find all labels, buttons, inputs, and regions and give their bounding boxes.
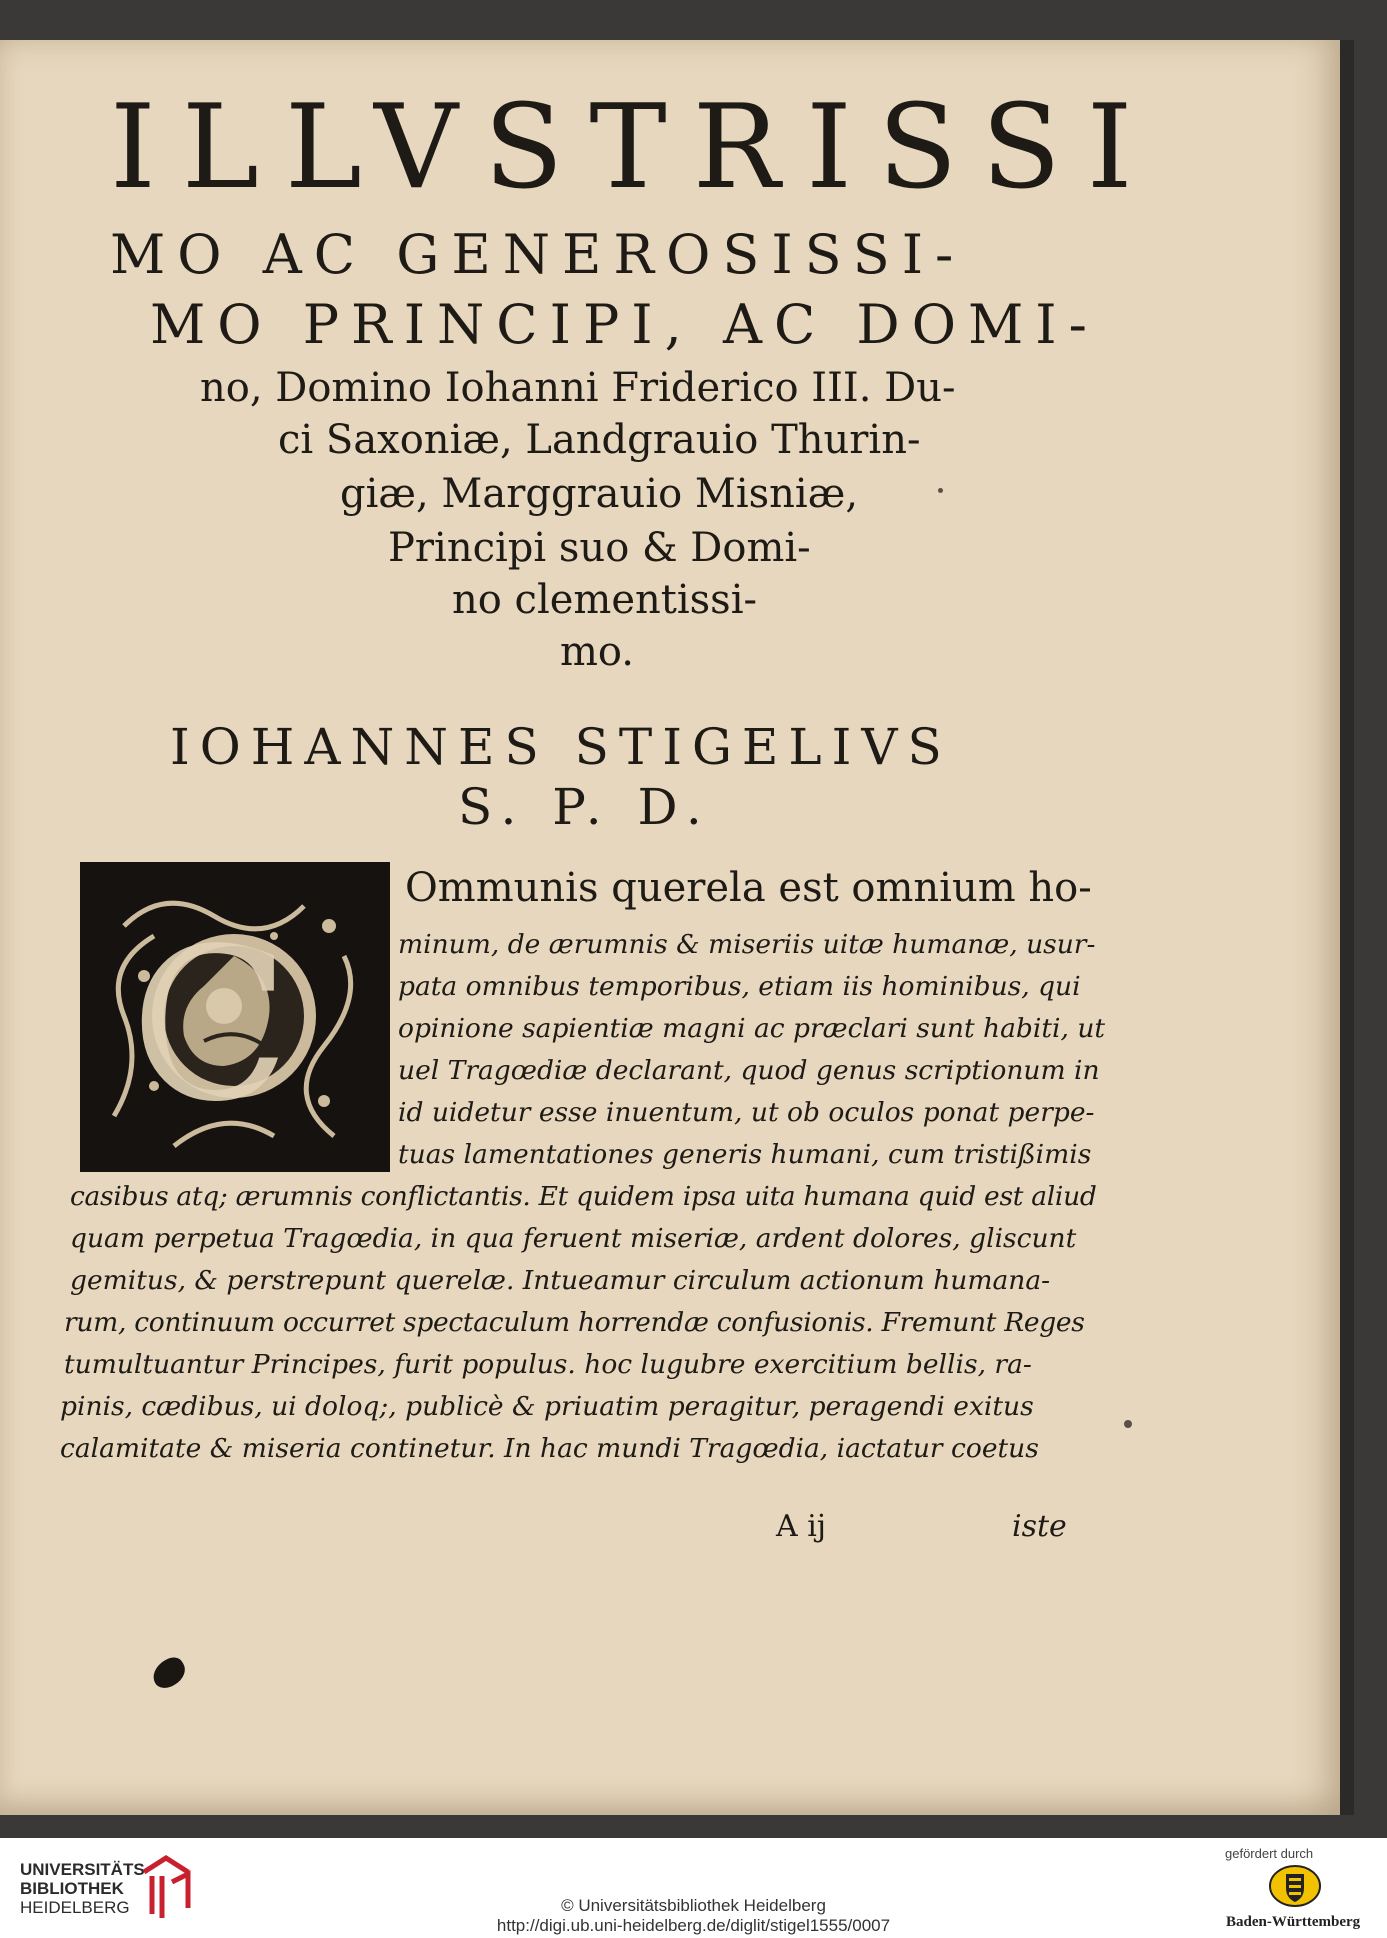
initial-ornament-icon bbox=[84, 866, 386, 1168]
dedication-line-2: ci Saxoniæ, Landgrauio Thurin- bbox=[278, 417, 921, 463]
copyright-text: © Universitätsbibliothek Heidelberg bbox=[561, 1896, 826, 1915]
permalink-url[interactable]: http://digi.ub.uni-heidelberg.de/diglit/stigel1555/0007 bbox=[496, 1916, 891, 1935]
institution-line-1: UNIVERSITÄTS- bbox=[20, 1860, 151, 1879]
dedication-line-6: mo. bbox=[560, 629, 635, 675]
dedication-line-1: no, Domino Iohanni Friderico III. Du- bbox=[200, 365, 956, 411]
body-line-13: calamitate & miseria continetur. In hac mundi Tragœdia, iactatur coetus bbox=[60, 1433, 1039, 1464]
body-line-11: tumultuantur Principes, furit populus. hoc lugubre exercitium bellis, ra- bbox=[64, 1349, 1032, 1380]
decorated-initial bbox=[80, 862, 390, 1172]
signature-mark: A ij bbox=[776, 1509, 827, 1544]
page-edge-shadow bbox=[1340, 40, 1354, 1815]
title-line-1: ILLVSTRISSI bbox=[110, 80, 1159, 215]
body-line-4: uel Tragœdiæ declarant, quod genus scriptionum in bbox=[398, 1055, 1100, 1086]
body-line-8: quam perpetua Tragœdia, in qua feruent miseriæ, ardent dolores, gliscunt bbox=[70, 1223, 1077, 1254]
dedication-line-4: Principi suo & Domi- bbox=[388, 525, 811, 571]
body-line-12: pinis, cædibus, ui doloq;, publicè & priuatim peragitur, peragendi exitus bbox=[60, 1391, 1034, 1422]
initial-letter: C bbox=[130, 903, 291, 1148]
page-speck bbox=[938, 488, 943, 493]
institution-line-3: HEIDELBERG bbox=[20, 1898, 130, 1917]
body-line-1: minum, de ærumnis & miseriis uitæ humanæ, usur- bbox=[398, 929, 1096, 960]
copyright-block bbox=[0, 1896, 1387, 1936]
body-line-5: id uidetur esse inuentum, ut ob oculos ponat perpe- bbox=[398, 1097, 1095, 1128]
author-name: IOHANNES STIGELIVS bbox=[170, 718, 952, 776]
title-line-3: MO PRINCIPI, AC DOMI- bbox=[150, 293, 1099, 356]
body-line-9: gemitus, & perstrepunt querelæ. Intueamur circulum actionum humana- bbox=[70, 1265, 1051, 1296]
state-coat-of-arms-icon[interactable] bbox=[1268, 1864, 1322, 1908]
author-salutation: S. P. D. bbox=[458, 778, 712, 836]
sponsor-label: gefördert durch bbox=[1225, 1846, 1314, 1861]
dedication-line-5: no clementissi- bbox=[452, 577, 758, 623]
dedication-line-3: giæ, Marggrauio Misniæ, bbox=[340, 471, 859, 517]
body-line-7: casibus atq; ærumnis conflictantis. Et quidem ipsa uita humana quid est aliud bbox=[70, 1181, 1097, 1212]
body-line-6: tuas lamentationes generis humani, cum tristißimis bbox=[398, 1139, 1092, 1170]
body-line-2: pata omnibus temporibus, etiam iis hominibus, qui bbox=[398, 971, 1081, 1002]
catchword: iste bbox=[1012, 1509, 1067, 1544]
institution-line-2: BIBLIOTHEK bbox=[20, 1879, 124, 1898]
page-speck bbox=[1124, 1420, 1132, 1428]
viewer-footer bbox=[0, 1838, 1387, 1938]
sponsor-name: Baden-Württemberg bbox=[1226, 1914, 1361, 1930]
body-line-3: opinione sapientiæ magni ac præclari sunt habiti, ut bbox=[398, 1013, 1106, 1044]
body-first-line: Ommunis querela est omnium ho- bbox=[405, 865, 1092, 911]
title-line-2: MO AC GENEROSISSI- bbox=[110, 223, 966, 286]
body-line-10: rum, continuum occurret spectaculum horrendæ confusionis. Fremunt Reges bbox=[64, 1307, 1085, 1338]
